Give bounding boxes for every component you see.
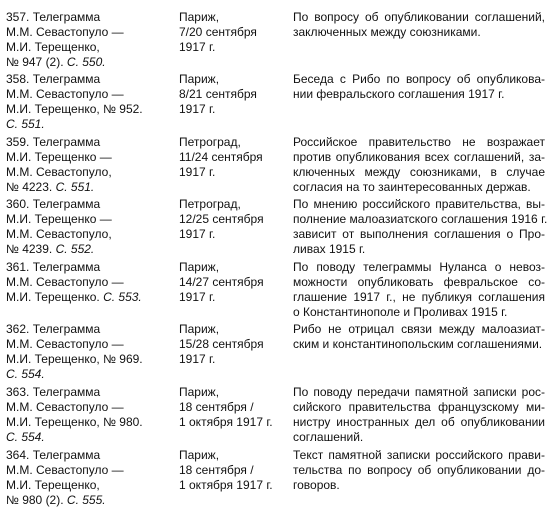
document-description xyxy=(6,135,172,195)
summary-line: заключенных между союзниками. xyxy=(293,25,481,39)
summary-line: ключенных между союзниками, в случае xyxy=(293,165,545,179)
place-date-line: 18 сентября / xyxy=(179,400,254,414)
place-date-line: Париж, xyxy=(179,72,220,86)
description-tail-text: № 4223. xyxy=(6,180,56,194)
place-date xyxy=(179,260,289,305)
summary xyxy=(293,260,545,320)
description-tail-line xyxy=(6,180,172,195)
description-tail-line xyxy=(6,367,172,382)
place-date xyxy=(179,385,289,430)
document-description xyxy=(6,260,172,305)
description-line: М.И. Терещенко — xyxy=(6,150,112,164)
summary-line: полнение малоазиатского соглашения 1916 г. xyxy=(293,212,548,226)
description-line: М.И. Терещенко — xyxy=(6,212,112,226)
description-line: 361. Телеграмма xyxy=(6,260,101,274)
description-line: М.М. Севастопуло — xyxy=(6,400,124,414)
description-tail-line xyxy=(6,430,172,445)
place-date-line: 14/27 сентября xyxy=(179,275,264,289)
description-line: М.М. Севастопуло, xyxy=(6,227,112,241)
place-date-line: Париж, xyxy=(179,260,220,274)
description-line: М.И. Терещенко, xyxy=(6,478,100,492)
description-tail-line xyxy=(6,290,172,305)
description-line: 364. Телеграмма xyxy=(6,448,101,462)
description-line: М.И. Терещенко, № 980. xyxy=(6,415,143,429)
place-date-line: 1917 г. xyxy=(179,227,216,241)
summary xyxy=(293,135,545,195)
summary-line: По вопросу об опубликовании соглашений, xyxy=(293,10,545,24)
place-date-line: 1917 г. xyxy=(179,40,216,54)
page-reference: С. 552. xyxy=(55,242,95,256)
summary-line: нистру иностранных дел об опубликовании xyxy=(293,415,545,429)
place-date-line: 18 сентября / xyxy=(179,463,254,477)
place-date-line: 1917 г. xyxy=(179,165,216,179)
summary xyxy=(293,385,545,445)
summary-line: глашение 1917 г., не публикуя соглашения xyxy=(293,290,545,304)
summary-line: сийского правительства французскому ми- xyxy=(293,400,545,414)
place-date xyxy=(179,135,289,180)
summary-line: тельства по вопросу об опубликовании до- xyxy=(293,463,545,477)
document-description xyxy=(6,10,172,70)
description-line: 359. Телеграмма xyxy=(6,135,101,149)
document-description xyxy=(6,322,172,382)
place-date xyxy=(179,10,289,55)
page-reference: С. 555. xyxy=(66,493,106,507)
page-reference: С. 553. xyxy=(103,290,142,304)
description-line: М.М. Севастопуло, xyxy=(6,165,112,179)
description-line: М.М. Севастопуло — xyxy=(6,25,124,39)
summary-line: соглашений. xyxy=(293,430,364,444)
place-date-line: 1917 г. xyxy=(179,352,216,366)
description-line: М.М. Севастопуло — xyxy=(6,87,124,101)
place-date-line: Париж, xyxy=(179,322,220,336)
place-date-line: Париж, xyxy=(179,385,220,399)
description-tail-text: № 4239. xyxy=(6,242,56,256)
place-date-line: 1 октября 1917 г. xyxy=(179,478,273,492)
place-date-line: 1917 г. xyxy=(179,102,216,116)
description-tail-text: М.И. Терещенко. xyxy=(6,290,104,304)
summary-line: можности опубликовать февральское со- xyxy=(293,275,545,289)
place-date-line: 7/20 сентября xyxy=(179,25,257,39)
summary-line: По поводу телеграммы Нуланса о невоз- xyxy=(293,260,545,274)
description-line: М.И. Терещенко, xyxy=(6,40,100,54)
place-date-line: Петроград, xyxy=(179,197,241,211)
description-line: 357. Телеграмма xyxy=(6,10,101,24)
place-date xyxy=(179,197,289,242)
document-description xyxy=(6,448,172,508)
summary xyxy=(293,197,548,257)
summary-line: По мнению российского правительства, вы- xyxy=(293,197,545,211)
summary xyxy=(293,448,545,493)
summary-line: По поводу передачи памятной записки рос- xyxy=(293,385,545,399)
place-date-line: Париж, xyxy=(179,10,220,24)
page-reference: С. 551. xyxy=(6,117,45,131)
page-reference: С. 554. xyxy=(6,430,45,444)
summary-line: Рибо не отрицал связи между малоазиат- xyxy=(293,322,545,336)
page-reference: С. 554. xyxy=(6,367,45,381)
description-line: 362. Телеграмма xyxy=(6,322,101,336)
summary-line: согласия на то заинтересованных держав. xyxy=(293,180,531,194)
summary-line: Беседа с Рибо по вопросу об опубликова- xyxy=(293,72,545,86)
place-date-line: 1917 г. xyxy=(179,290,216,304)
place-date-line: 1 октября 1917 г. xyxy=(179,415,273,429)
place-date-line: 8/21 сентября xyxy=(179,87,257,101)
description-line: М.И. Терещенко, № 952. xyxy=(6,102,143,116)
place-date xyxy=(179,72,289,117)
description-tail-text: № 980 (2). xyxy=(6,493,67,507)
summary-line: Российское правительство не возражает xyxy=(293,135,545,149)
document-description xyxy=(6,72,172,132)
description-line: М.И. Терещенко, № 969. xyxy=(6,352,143,366)
description-line: М.М. Севастопуло — xyxy=(6,337,124,351)
description-tail-text: № 947 (2). xyxy=(6,55,67,69)
description-tail-line xyxy=(6,242,172,257)
place-date xyxy=(179,322,289,367)
summary-line: Текст памятной записки российского прави- xyxy=(293,448,545,462)
description-line: 363. Телеграмма xyxy=(6,385,101,399)
summary xyxy=(293,322,545,352)
summary xyxy=(293,10,545,40)
place-date-line: 11/24 сентября xyxy=(179,150,263,164)
description-tail-line xyxy=(6,117,172,132)
summary-line: ливах 1915 г. xyxy=(293,242,366,256)
place-date-line: Париж, xyxy=(179,448,220,462)
description-line: М.М. Севастопуло — xyxy=(6,275,124,289)
place-date xyxy=(179,448,289,493)
document-description xyxy=(6,385,172,445)
summary-line: нии февральского соглашения 1917 г. xyxy=(293,87,505,101)
summary-line: зависит от выполнения соглашения о Про- xyxy=(293,227,545,241)
place-date-line: 12/25 сентября xyxy=(179,212,264,226)
place-date-line: 15/28 сентября xyxy=(179,337,264,351)
page-reference: С. 551. xyxy=(55,180,95,194)
place-date-line: Петроград, xyxy=(179,135,241,149)
description-line: 360. Телеграмма xyxy=(6,197,101,211)
page-reference: С. 550. xyxy=(66,55,106,69)
summary-line: говоров. xyxy=(293,478,340,492)
summary-line: о Константинополе и Проливах 1915 г. xyxy=(293,305,508,319)
description-tail-line xyxy=(6,493,172,508)
description-tail-line xyxy=(6,55,172,70)
description-line: 358. Телеграмма xyxy=(6,72,101,86)
description-line: М.М. Севастопуло — xyxy=(6,463,124,477)
summary xyxy=(293,72,545,102)
summary-line: против опубликования всех соглашений, за- xyxy=(293,150,545,164)
document-description xyxy=(6,197,172,257)
summary-line: ским и константинопольским соглашениями. xyxy=(293,337,543,351)
